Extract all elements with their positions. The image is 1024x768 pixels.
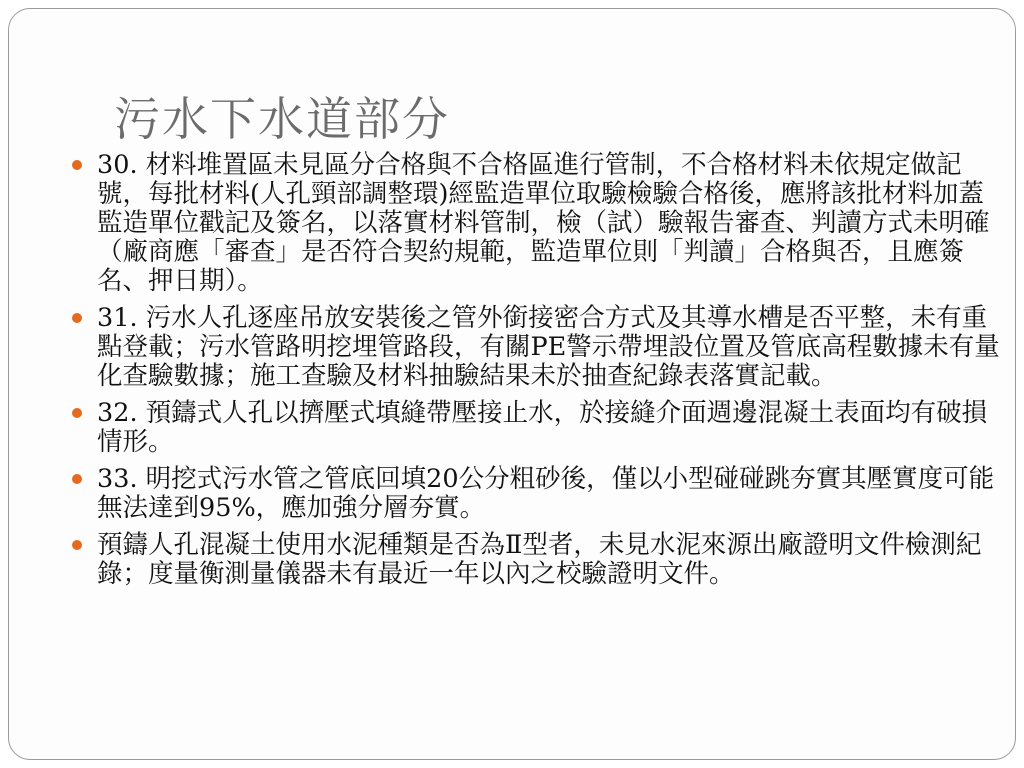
bullet-dot-icon [72,313,82,323]
bullet-item-31 [69,304,1005,391]
bullet-text: 32. 預鑄式人孔以擠壓式填縫帶壓接止水，於接縫介面週邊混凝土表面均有破損情形。 [97,398,988,457]
bullet-dot-icon [72,474,82,484]
slide-frame [8,8,1016,760]
bullet-item-33 [69,465,1005,523]
bullet-list [69,151,1005,597]
bullet-item-30 [69,151,1005,296]
bullet-dot-icon [72,540,82,550]
bullet-text: 30. 材料堆置區未見區分合格與不合格區進行管制，不合格材料未依規定做記號，每批材料(人孔頸部調整環)經監造單位取驗檢驗合格後，應將該批材料加蓋監造單位戳記及簽名，以落實材料管制，檢（試）驗報告審查、判讀方式未明確（廠商應「審查」是否符合契約規範，監造單位則「判讀」合格與否，且應簽名、押日期）。 [97,150,990,296]
bullet-item-32 [69,399,1005,457]
bullet-text: 31. 污水人孔逐座吊放安裝後之管外銜接密合方式及其導水槽是否平整，未有重點登載；污水管路明挖埋管路段，有關PE警示帶埋設位置及管底高程數據未有量化查驗數據；施工查驗及材料抽驗結果未於抽查紀錄表落實記載。 [97,303,1000,391]
bullet-text: 預鑄人孔混凝土使用水泥種類是否為Ⅱ型者，未見水泥來源出廠證明文件檢測紀錄；度量衡測量儀器未有最近一年以內之校驗證明文件。 [97,530,982,589]
slide-title: 污水下水道部分 [114,92,450,146]
bullet-item-cement [69,531,1005,589]
bullet-dot-icon [72,408,82,418]
bullet-text: 33. 明挖式污水管之管底回填20公分粗砂後，僅以小型碰碰跳夯實其壓實度可能無法達到95%，應加強分層夯實。 [97,464,995,523]
bullet-dot-icon [72,160,82,170]
